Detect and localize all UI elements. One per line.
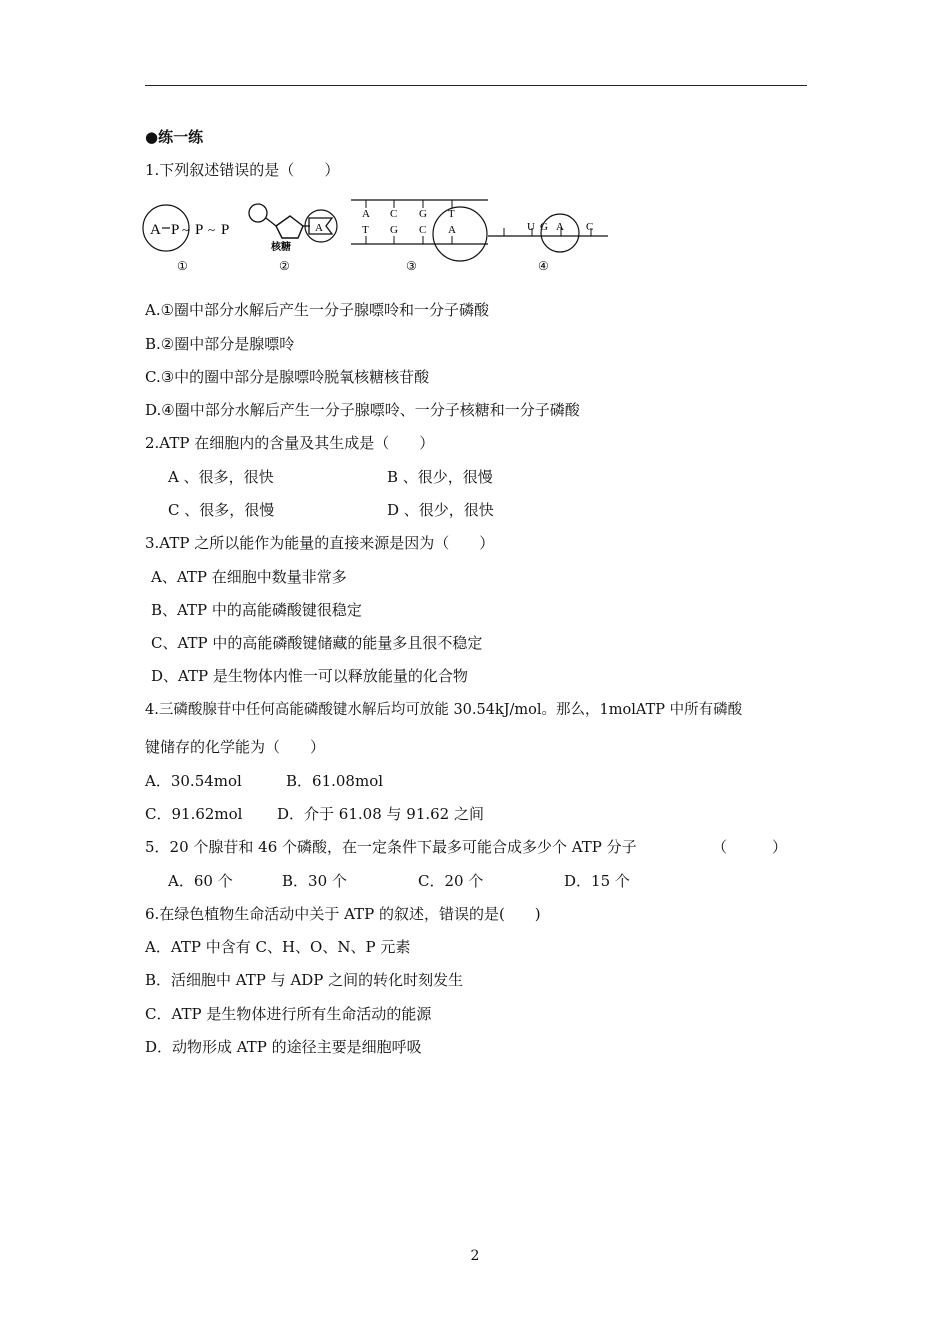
page-number: 2: [470, 1248, 480, 1264]
f1-label: ①: [177, 259, 188, 273]
f3-label: ③: [406, 259, 417, 273]
q4-option-b: B．61.08mol: [286, 772, 384, 790]
f1-p2: P: [195, 222, 204, 238]
figure-4-rna: [488, 214, 608, 273]
q2-stem: 2.ATP 在细胞内的含量及其生成是（ ）: [145, 434, 435, 452]
f3-top-2: C: [390, 208, 398, 220]
f4-base-3: A: [556, 221, 564, 233]
svg-text:~: ~: [208, 222, 216, 237]
f3-top-4: T: [448, 208, 455, 220]
q5-stem: 5．20 个腺苷和 46 个磷酸，在一定条件下最多可能合成多少个 ATP 分子: [145, 838, 637, 856]
f2-label: ②: [279, 259, 290, 273]
f4-base-4: C: [586, 221, 594, 233]
q1-stem: 1.下列叙述错误的是（ ）: [145, 161, 340, 179]
f3-top-1: A: [362, 208, 370, 220]
f4-base-1: U: [527, 221, 535, 233]
f3-top-3: G: [419, 208, 427, 220]
f4-label: ④: [538, 259, 549, 273]
q1-option-d: D.④圈中部分水解后产生一分子腺嘌呤、一分子核糖和一分子磷酸: [145, 401, 580, 419]
q5-bracket: （ ）: [712, 838, 788, 856]
f3-bottom-4: A: [448, 224, 456, 236]
f3-bottom-2: G: [390, 224, 398, 236]
f2-base: A: [315, 222, 323, 234]
q6-option-d: D．动物形成 ATP 的途径主要是细胞呼吸: [145, 1038, 422, 1056]
q3-option-d: D、ATP 是生物体内惟一可以释放能量的化合物: [151, 667, 468, 685]
q3-stem: 3.ATP 之所以能作为能量的直接来源是因为（ ）: [145, 534, 495, 552]
f3-bottom-1: T: [362, 224, 369, 236]
f1-p3: P: [221, 222, 230, 238]
q3-option-a: A、ATP 在细胞中数量非常多: [151, 568, 347, 586]
q1-option-c: C.③中的圈中部分是腺嘌呤脱氧核糖核苷酸: [145, 368, 430, 386]
q6-option-c: C．ATP 是生物体进行所有生命活动的能源: [145, 1005, 432, 1023]
section-heading: ●练一练: [145, 128, 204, 146]
svg-text:~: ~: [182, 222, 190, 237]
q6-stem: 6.在绿色植物生命活动中关于 ATP 的叙述，错误的是( ): [145, 905, 541, 923]
q6-option-b: B．活细胞中 ATP 与 ADP 之间的转化时刻发生: [145, 971, 464, 989]
f1-a: A: [150, 222, 161, 238]
q3-option-c: C、ATP 中的高能磷酸键储藏的能量多且很不稳定: [151, 634, 483, 652]
header-rule: [145, 85, 807, 86]
f3-bottom-3: C: [419, 224, 427, 236]
q5-option-b: B．30 个: [282, 872, 347, 890]
q5-option-c: C．20 个: [418, 872, 484, 890]
q2-option-b: B 、很少，很慢: [387, 468, 493, 486]
q1-figure: [140, 190, 620, 280]
q5-option-d: D．15 个: [564, 872, 630, 890]
q4-option-d: D．介于 61.08 与 91.62 之间: [277, 805, 484, 823]
q1-option-b: B.②圈中部分是腺嘌呤: [145, 335, 295, 353]
q1-option-a: A.①圈中部分水解后产生一分子腺嘌呤和一分子磷酸: [145, 301, 490, 319]
q6-option-a: A．ATP 中含有 C、H、O、N、P 元素: [145, 938, 411, 956]
q3-option-b: B、ATP 中的高能磷酸键很稳定: [151, 601, 362, 619]
q2-option-a: A 、很多，很快: [168, 468, 274, 486]
figure-1-atp: [143, 205, 229, 273]
f2-sugar: 核糖: [271, 242, 291, 253]
q4-stem-line2: 键储存的化学能为（ ）: [145, 738, 326, 756]
f1-p1: P: [171, 222, 180, 238]
q2-option-d: D 、很少，很快: [387, 501, 494, 519]
q4-stem-line1: 4.三磷酸腺苷中任何高能磷酸键水解后均可放能 30.54kJ/mol。那么，1molATP 中所有磷酸: [145, 702, 743, 718]
figure-3-dna: [351, 200, 488, 273]
q2-option-c: C 、很多，很慢: [168, 501, 275, 519]
q4-option-c: C．91.62mol: [145, 805, 243, 823]
q5-option-a: A．60 个: [168, 872, 233, 890]
f4-base-2: G: [540, 221, 548, 233]
figure-2-nucleotide: [249, 204, 337, 273]
q4-option-a: A．30.54mol: [145, 772, 242, 790]
